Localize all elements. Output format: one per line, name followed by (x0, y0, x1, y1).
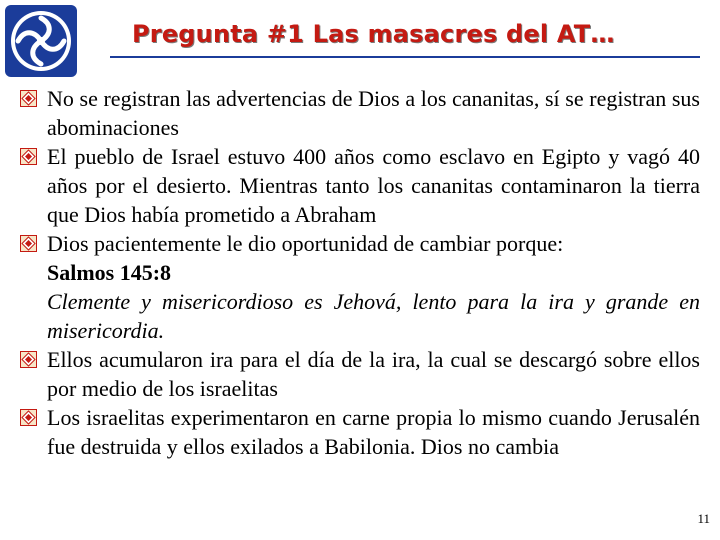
diamond-bullet-icon (20, 90, 37, 107)
bullet-text: El pueblo de Israel estuvo 400 años como esclavo en Egipto y vagó 40 años por el desierto. Mientras tanto los cananitas contaminaron la tierra que Dios había prometido a Abraham (47, 144, 700, 227)
bullet-item (20, 84, 700, 142)
scripture-reference: Salmos 145:8 (47, 260, 172, 285)
bullet-list (20, 84, 700, 461)
slide-title: Pregunta #1 Las masacres del AT… (132, 20, 615, 48)
title-divider (110, 56, 700, 58)
scripture-quote: Clemente y misericordioso es Jehová, lento para la ira y grande en misericordia. (47, 289, 700, 343)
diamond-bullet-icon (20, 409, 37, 426)
bullet-text: Dios pacientemente le dio oportunidad de cambiar porque: (47, 231, 564, 256)
bullet-text: Los israelitas experimentaron en carne propia lo mismo cuando Jerusalén fue destruida y ellos exilados a Babilonia. Dios no cambia (47, 405, 700, 459)
diamond-bullet-icon (20, 351, 37, 368)
bullet-item (20, 229, 700, 345)
bullet-text: No se registran las advertencias de Dios a los cananitas, sí se registran sus abominaciones (47, 86, 700, 140)
bullet-item (20, 403, 700, 461)
pinwheel-logo-icon (4, 4, 78, 78)
bullet-item (20, 345, 700, 403)
diamond-bullet-icon (20, 148, 37, 165)
page-number: 11 (697, 511, 710, 526)
bullet-text: Ellos acumularon ira para el día de la ira, la cual se descargó sobre ellos por medio de los israelitas (47, 347, 700, 401)
diamond-bullet-icon (20, 235, 37, 252)
bullet-item (20, 142, 700, 229)
